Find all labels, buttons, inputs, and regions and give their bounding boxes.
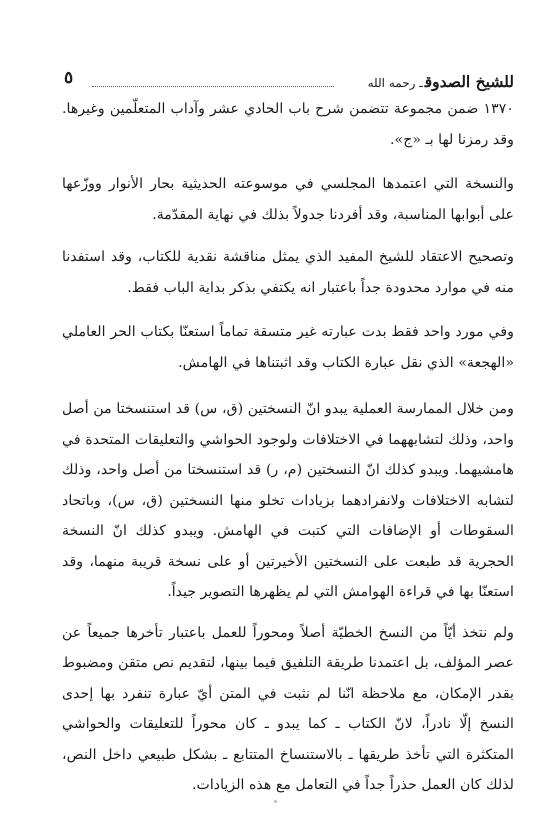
paragraph-bihar-copy: والنسخة التي اعتمدها المجلسي في موسوعته الحديثية بحار الأنوار ووزّعها على أبوابها المناسبة، وقد أفردنا جدولاً بذلك في نهاية المقدّمة. — [62, 176, 514, 223]
dotted-leader — [92, 86, 334, 87]
book-page — [62, 58, 514, 813]
paragraph-hurr-amili: وفي مورد واحد فقط بدت عبارته غير متسقة تماماً استعنّا بكتاب الحر العاملي «الهجعة» الذي نقل عبارة الكتاب وقد اثبتناها في الهامش. — [62, 324, 514, 371]
page-number: ٥ — [64, 68, 74, 88]
page-mark — [274, 800, 277, 803]
paragraph-manuscript-j: ١٣٧٠ ضمن مجموعة تتضمن شرح باب الحادي عشر وآداب المتعلّمين وغيرها. وقد رمزنا لها بـ «ج». — [62, 101, 514, 148]
body-text — [62, 94, 514, 801]
running-head-author: للشيخ الصدوق — [424, 72, 514, 91]
running-head — [62, 58, 514, 92]
running-head-title — [368, 72, 514, 91]
paragraph-editing-method: ولم نتخذ أيّاً من النسخ الخطيّة أصلاً ومحوراً للعمل باعتبار تأخرها جميعاً عن عصر المؤلف، بل اعتمدنا طريقة التلفيق فيما بينها، لتقديم نص متقن ومضبوط بقدر الإمكان، مع ملاحظة انّنا لم نثبت في المتن أيّ عبارة تنفرد بها إحدى النسخ إلّا نادراً، لانّ الكتاب ـ كما يبدو ـ كان محوراً للتعليقات والحواشي المتكثرة التي تأخذ طريقها ـ بالاستنساخ المتتابع ـ بشكل طبيعي داخل النص، لذلك كان العمل حذراً جداً في التعامل مع هذه الزيادات. — [62, 624, 514, 793]
running-head-honorific: ـ رحمه الله — [367, 76, 423, 90]
paragraph-tashih-itiqad: وتصحيح الاعتقاد للشيخ المفيد الذي يمثل مناقشة نقدية للكتاب، وقد استفدنا منه في موارد محدودة جداً باعتبار انه يكتفي بذكر بداية الباب فقط. — [62, 249, 514, 296]
paragraph-manuscript-relations: ومن خلال الممارسة العملية يبدو انّ النسختين (ق، س) قد استنسختا من أصل واحد، وذلك لتشابههما في الاختلافات ولوجود الحواشي والتعليقات المتحدة في هامشيهما. ويبدو كذلك انّ النسختين (م، ر) قد استنسختا من أصل واحد، وذلك لتشابه الاختلافات ولانفرادهما بزيادات تخلو منها النسختين (ق، س)، وباتحاد السقوطات أو الإضافات التي كتبت في الهامش. ويبدو كذلك انّ النسخة الحجرية قد طبعت على النسختين الأخيرتين أو على نسخة قريبة منهما، وقد استعنّا بها في قراءة الهوامش التي لم يظهرها التصوير جيداً. — [62, 401, 514, 600]
